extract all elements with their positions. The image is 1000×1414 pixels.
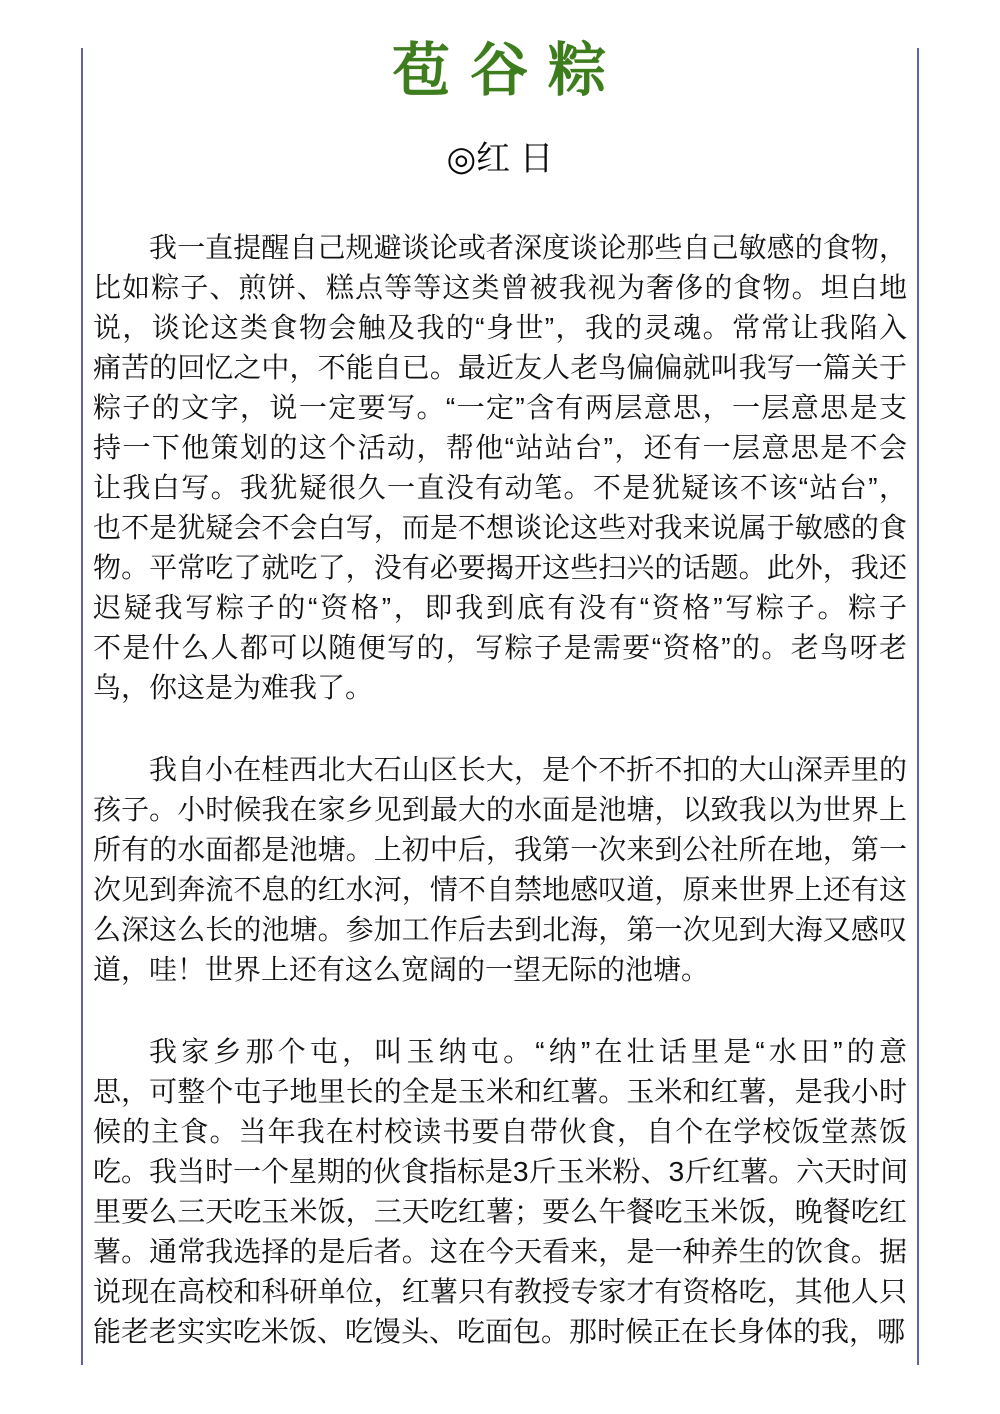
text-line: 薯。通常我选择的是后者。这在今天看来，是一种养生的饮食。据 [93,1236,907,1267]
text-line: 道，哇！世界上还有这么宽阔的一望无际的池塘。 [93,954,710,985]
text-line: 让我白写。我犹疑很久一直没有动笔。不是犹疑该不该“站台”， [93,472,907,503]
text-line: 持一下他策划的这个活动，帮他“站站台”，还有一层意思是不会 [93,432,907,463]
text-line: 所有的水面都是池塘。上初中后，我第一次来到公社所在地，第一 [93,834,907,865]
text-line: 我家乡那个屯，叫玉纳屯。“纳”在壮话里是“水田”的意 [149,1036,907,1067]
text-line: 粽子的文字，说一定要写。“一定”含有两层意思，一层意思是支 [93,392,907,423]
text-line: 我一直提醒自己规避谈论或者深度谈论那些自己敏感的食物， [149,232,907,263]
text-line: 鸟，你这是为难我了。 [93,672,374,703]
text-line: 说现在高校和科研单位，红薯只有教授专家才有资格吃，其他人只 [93,1276,907,1307]
article-content [81,0,919,1352]
text-line: 不是什么人都可以随便写的，写粽子是需要“资格”的。老鸟呀老 [93,632,907,663]
article-body [93,228,907,1352]
article-title: 苞 谷 粽 [391,38,609,103]
text-line: 孩子。小时候我在家乡见到最大的水面是池塘，以致我以为世界上 [93,794,907,825]
text-line: 能老老实实吃米饭、吃馒头、吃面包。那时候正在长身体的我，哪 [93,1316,906,1347]
text-line: 里要么三天吃玉米饭，三天吃红薯；要么午餐吃玉米饭，晚餐吃红 [93,1196,907,1227]
text-line: 说，谈论这类食物会触及我的“身世”，我的灵魂。常常让我陷入 [93,312,907,343]
paragraph [93,1032,907,1352]
text-line: 我自小在桂西北大石山区长大，是个不折不扣的大山深弄里的 [149,754,907,785]
text-line: 吃。我当时一个星期的伙食指标是3斤玉米粉、3斤红薯。六天时间 [93,1156,909,1187]
paragraph [93,750,907,990]
text-line: 次见到奔流不息的红水河，情不自禁地感叹道，原来世界上还有这 [93,874,907,905]
text-line: 痛苦的回忆之中，不能自已。最近友人老鸟偏偏就叫我写一篇关于 [93,352,907,383]
text-line: 比如粽子、煎饼、糕点等等这类曾被我视为奢侈的食物。坦白地 [93,272,907,303]
text-line: 也不是犹疑会不会白写，而是不想谈论这些对我来说属于敏感的食 [93,512,907,543]
text-line: 候的主食。当年我在村校读书要自带伙食，自个在学校饭堂蒸饭 [93,1116,907,1147]
paragraph [93,228,907,708]
article-author: ◎红 日 [446,140,554,178]
text-line: 思，可整个屯子地里长的全是玉米和红薯。玉米和红薯，是我小时 [93,1076,907,1107]
text-line: 物。平常吃了就吃了，没有必要揭开这些扫兴的话题。此外，我还 [93,552,907,583]
text-line: 么深这么长的池塘。参加工作后去到北海，第一次见到大海又感叹 [93,914,907,945]
text-line: 迟疑我写粽子的“资格”，即我到底有没有“资格”写粽子。粽子 [93,592,907,623]
